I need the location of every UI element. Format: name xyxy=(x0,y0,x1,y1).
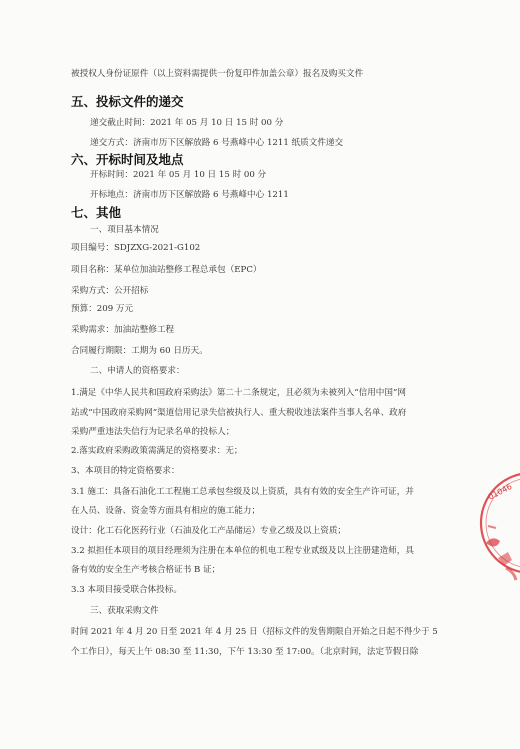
text-line: 递交截止时间：2021 年 05 月 10 日 15 时 00 分 xyxy=(90,118,284,128)
procurement-requirement: 采购需求：加油站整修工程 xyxy=(71,325,175,335)
text-line: 开标时间：2021 年 05 月 10 日 15 时 00 分 xyxy=(90,170,267,180)
text-line: 在人员、设备、资金等方面具有相应的施工能力； xyxy=(71,506,261,516)
sub-heading: 二、申请人的资格要求： xyxy=(90,366,185,376)
text-line: 个工作日），每天上午 08:30 至 11:30，下午 13:30 至 17:00。（北京时间，法定节假日除 xyxy=(71,647,419,657)
section-heading-5: 五、投标文件的递交 xyxy=(71,94,184,109)
text-line: 备有效的安全生产考核合格证书 B 证； xyxy=(71,565,221,575)
text-line: 采购严重违法失信行为记录名单的投标人； xyxy=(71,427,235,437)
text-line: 3、本项目的特定资格要求： xyxy=(71,466,180,476)
text-line: 3.2 拟担任本项目的项目经理须为注册在本单位的机电工程专业贰级及以上注册建造师，具 xyxy=(71,546,414,556)
text-line: 时间 2021 年 4 月 20 日至 2021 年 4 月 25 日（招标文件的发售期限自开始之日起不得少于 5 xyxy=(71,627,438,637)
text-line: 递交方式：济南市历下区解放路 6 号燕峰中心 1211 纸质文件递交 xyxy=(90,138,344,148)
contract-period: 合同履行期限：工期为 60 日历天。 xyxy=(71,346,208,356)
project-number: 项目编号：SDJZXG-2021-G102 xyxy=(71,243,201,253)
text-line: 站或“中国政府采购网”渠道信用记录失信被执行人、重大税收违法案件当事人名单、政府 xyxy=(71,408,407,418)
procurement-method: 采购方式：公开招标 xyxy=(71,286,149,296)
sub-heading: 一、项目基本情况 xyxy=(90,225,159,235)
project-name: 项目名称：某单位加油站整修工程总承包（EPC） xyxy=(71,265,262,275)
text-line: 2.落实政府采购政策需满足的资格要求：无； xyxy=(71,446,243,456)
official-seal-icon xyxy=(476,448,520,598)
section-heading-7: 七、其他 xyxy=(71,205,122,220)
seal-number: 01046 xyxy=(486,481,514,502)
text-line: 开标地点：济南市历下区解放路 6 号燕峰中心 1211 xyxy=(90,190,289,200)
budget: 预算：209 万元 xyxy=(71,304,134,314)
sub-heading: 三、获取采购文件 xyxy=(90,606,159,616)
text-line: 3.3 本项目接受联合体投标。 xyxy=(71,585,182,595)
text-line: 1.满足《中华人民共和国政府采购法》第二十二条规定，且必须为未被列入“信用中国”网 xyxy=(71,388,406,398)
text-line: 3.1 施工：具备石油化工工程施工总承包叁级及以上资质，具有有效的安全生产许可证，并 xyxy=(71,487,414,497)
text-line: 被授权人身份证原件（以上资料需提供一份复印件加盖公章）报名及购买文件 xyxy=(71,69,364,79)
section-heading-6: 六、开标时间及地点 xyxy=(71,152,184,167)
text-line: 设计：化工石化医药行业（石油及化工产品储运）专业乙级及以上资质； xyxy=(71,526,347,536)
